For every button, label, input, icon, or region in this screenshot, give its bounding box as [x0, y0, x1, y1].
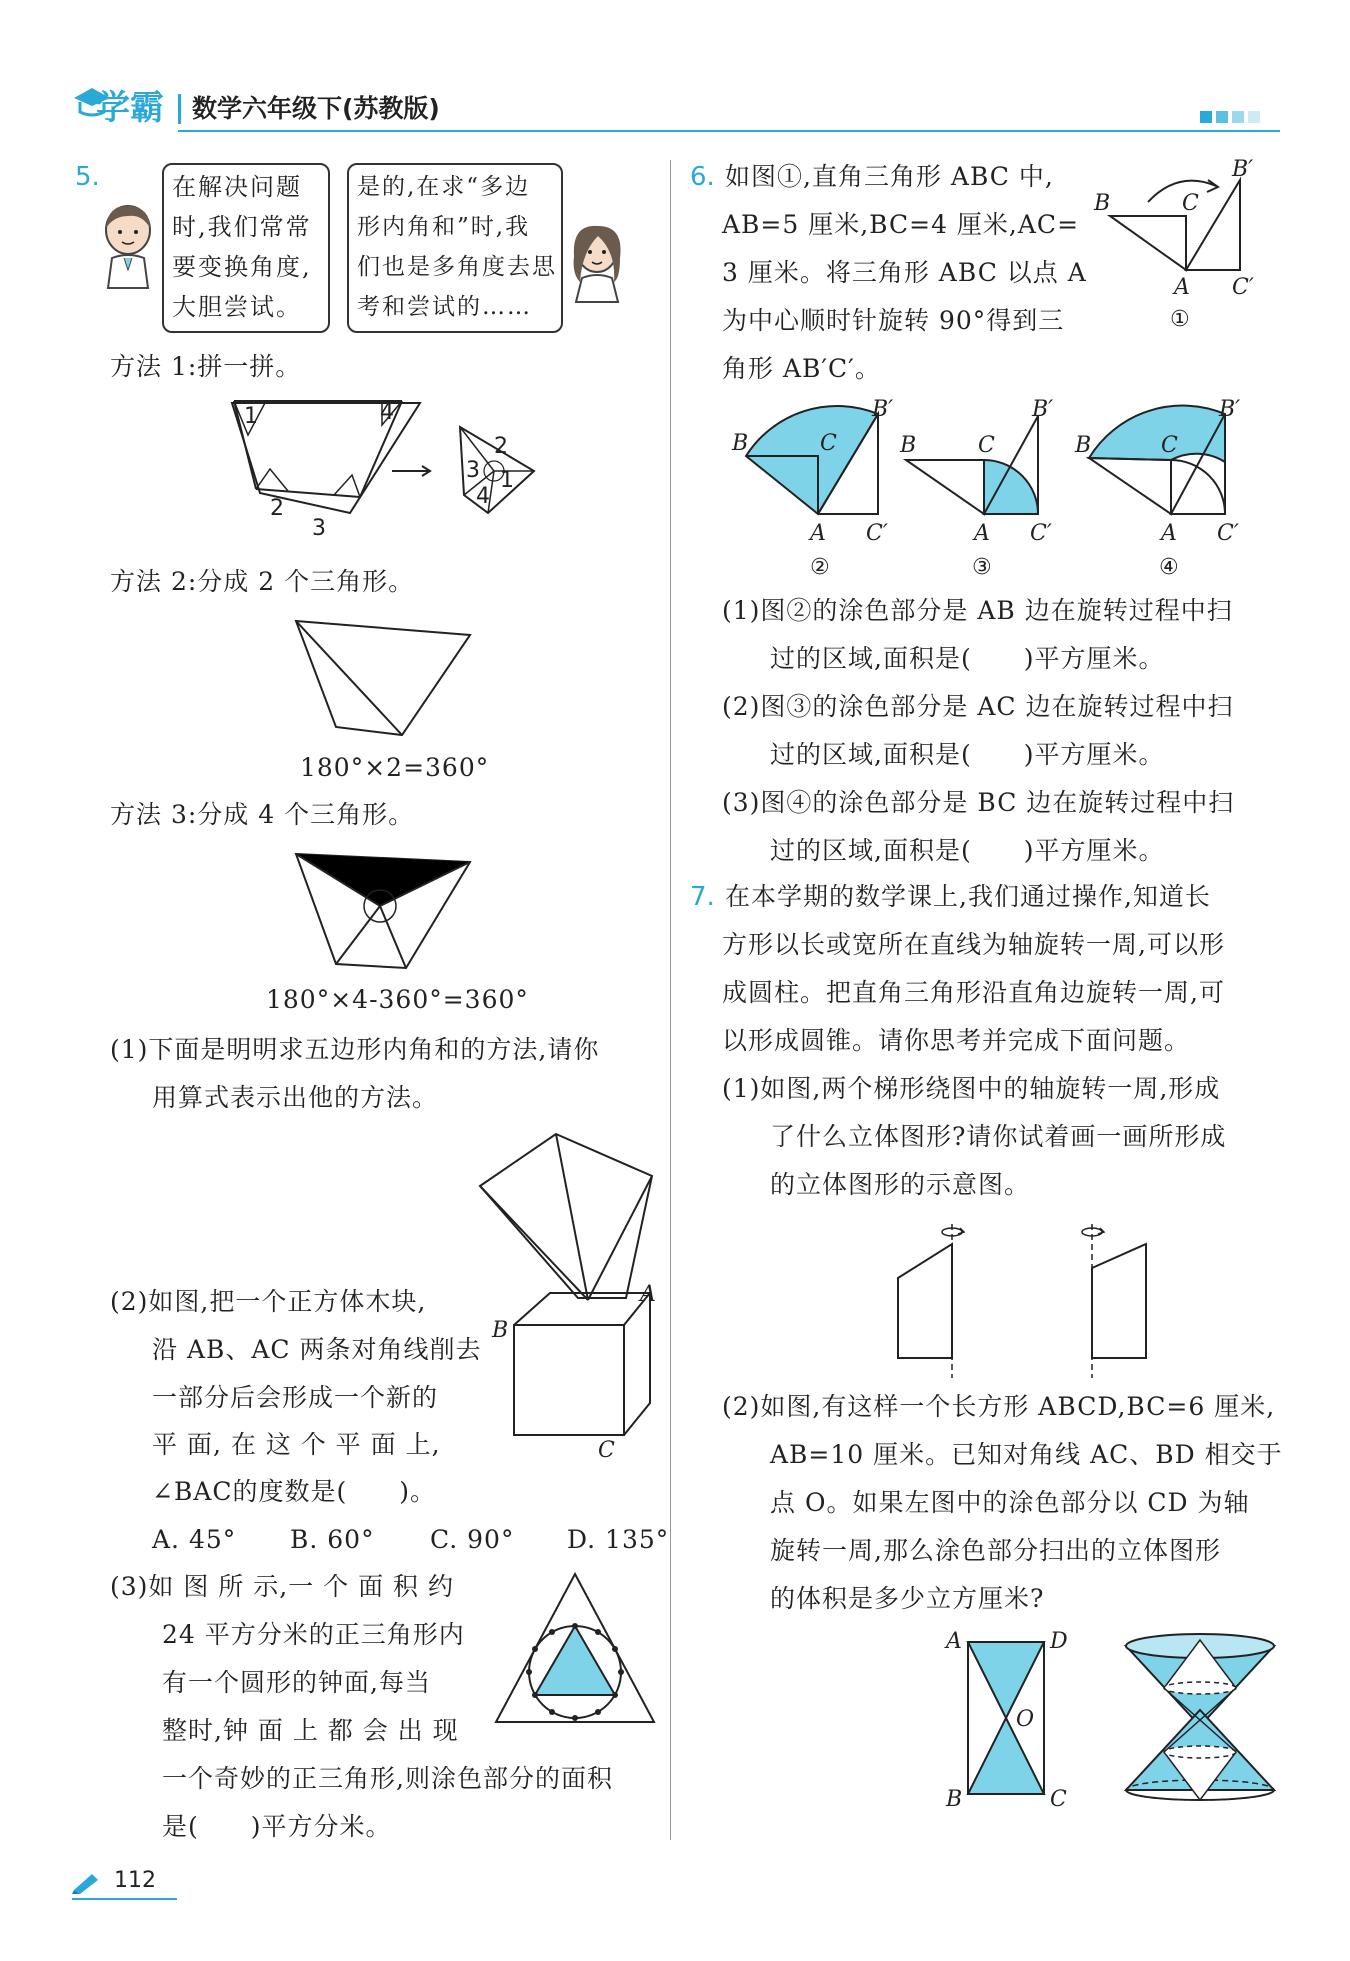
triangle-clock-figure	[490, 1570, 660, 1730]
fig1-angle-3: 3	[312, 516, 326, 541]
cube-label-a: A	[640, 1282, 656, 1307]
q7-intro-line: 成圆柱。把直角三角形沿直角边旋转一周,可	[722, 978, 1225, 1007]
option-c: C. 90°	[430, 1525, 515, 1554]
q6-intro-line: 3 厘米。将三角形 ABC 以点 A	[722, 258, 1087, 287]
fig4-label-a: A	[1161, 521, 1177, 546]
question-7-number: 7.	[690, 882, 715, 912]
fig3-label-c2: C′	[1030, 521, 1052, 546]
fig4-label-b: B	[1075, 433, 1092, 458]
fig4-label-c2: C′	[1217, 521, 1239, 546]
page-header	[70, 82, 1280, 134]
q7-sub2-line: 的体积是多少立方厘米?	[770, 1584, 1045, 1613]
q6-sub1-line: (1)图②的涂色部分是 AB 边在旋转过程中扫	[722, 596, 1233, 625]
fig4-label-b2: B′	[1219, 397, 1241, 422]
cube-label-b: B	[492, 1318, 509, 1343]
rectangle-abcd-figure	[940, 1628, 1080, 1812]
fig1-angle-1: 1	[244, 404, 258, 429]
method-1-label: 方法 1:拼一拼。	[110, 352, 302, 381]
rotation-figure-3	[900, 397, 1070, 582]
bubble-left-line: 时,我们常常	[172, 213, 312, 241]
fig3-label-c: C	[978, 433, 995, 458]
q5-sub3-line: (3)如 图 所 示,一 个 面 积 约	[110, 1572, 454, 1601]
question-6-number: 6.	[690, 162, 715, 192]
header-rule	[178, 130, 1280, 132]
fig1b-angle-4: 4	[476, 484, 490, 509]
q5-sub3-line: 有一个圆形的钟面,每当	[162, 1668, 431, 1697]
fig4-number: ④	[1159, 555, 1179, 580]
rotation-figure-4	[1075, 397, 1255, 582]
option-b: B. 60°	[290, 1525, 375, 1554]
q7-sub2-line: 点 O。如果左图中的涂色部分以 CD 为轴	[770, 1488, 1250, 1517]
method-1-figure	[230, 395, 550, 545]
q5-sub2-line: 一部分后会形成一个新的	[152, 1383, 439, 1412]
q5-sub1-line: (1)下面是明明求五边形内角和的方法,请你	[110, 1035, 600, 1064]
q6-sub3-line: (3)图④的涂色部分是 BC 边在旋转过程中扫	[722, 788, 1235, 817]
column-divider	[670, 160, 671, 1840]
method-3-figure	[290, 848, 480, 973]
book-title: 数学六年级下(苏教版)	[192, 94, 440, 123]
fig1-angle-2: 2	[270, 496, 284, 521]
method-2-label: 方法 2:分成 2 个三角形。	[110, 567, 415, 596]
fig2-number: ②	[810, 555, 830, 580]
q5-sub3-line: 整时,钟 面 上 都 会 出 现	[162, 1716, 459, 1745]
bubble-left-line: 要变换角度,	[172, 253, 312, 281]
fig2-label-b: B	[732, 431, 749, 456]
q6-intro-line: 角形 AB′C′。	[722, 354, 881, 383]
girl-avatar	[568, 222, 626, 302]
bubble-left-line: 大胆尝试。	[172, 293, 302, 321]
fig1b-angle-1: 1	[500, 468, 514, 493]
header-divider	[178, 94, 181, 124]
fig3-number: ③	[972, 555, 992, 580]
fig1b-angle-2: 2	[494, 434, 508, 459]
revolution-solid-figure	[1120, 1630, 1280, 1800]
fig3-label-b2: B′	[1032, 397, 1054, 422]
q5-sub3-line: 一个奇妙的正三角形,则涂色部分的面积	[162, 1764, 613, 1793]
footer-rule	[72, 1898, 177, 1900]
q5-sub2-line: 沿 AB、AC 两条对角线削去	[152, 1335, 482, 1364]
cube-label-c: C	[598, 1438, 615, 1463]
bubble-right-line: 们也是多角度去思	[357, 254, 557, 280]
q6-intro-line: 为中心顺时针旋转 90°得到三	[722, 306, 1065, 335]
brand-title: 学霸	[96, 88, 164, 128]
pentagon-figure	[476, 1130, 661, 1305]
speech-bubble-right	[347, 163, 563, 333]
q6-sub2-line: 过的区域,面积是( )平方厘米。	[770, 740, 1165, 769]
q6-sub3-line: 过的区域,面积是( )平方厘米。	[770, 836, 1165, 865]
method-2-formula: 180°×2=360°	[300, 753, 490, 782]
fig1-label-a: A	[1174, 275, 1190, 300]
fig3-label-b: B	[900, 433, 917, 458]
bubble-right-line: 形内角和”时,我	[357, 214, 531, 240]
fig3-label-a: A	[974, 521, 990, 546]
rect-label-c: C	[1050, 1787, 1067, 1812]
fig1-label-c: C	[1182, 191, 1199, 216]
trapezoid-left-figure	[890, 1218, 970, 1378]
fig2-label-c2: C′	[866, 521, 888, 546]
method-2-figure	[290, 615, 480, 740]
q7-sub1-line: 的立体图形的示意图。	[770, 1170, 1031, 1199]
fig1b-angle-3: 3	[466, 458, 480, 483]
fig1-angle-4: 4	[380, 400, 394, 425]
rect-label-a: A	[946, 1629, 962, 1654]
q7-sub2-line: 旋转一周,那么涂色部分扫出的立体图形	[770, 1536, 1221, 1565]
fig1-label-c2: C′	[1232, 275, 1254, 300]
q7-sub1-line: (1)如图,两个梯形绕图中的轴旋转一周,形成	[722, 1074, 1221, 1103]
method-3-formula: 180°×4-360°=360°	[266, 985, 529, 1014]
fig2-label-b2: B′	[872, 397, 894, 422]
rotation-figure-2	[730, 397, 895, 582]
rect-label-b: B	[946, 1787, 963, 1812]
q5-sub2-line: ∠BAC的度数是( )。	[152, 1477, 437, 1506]
q7-intro-line: 在本学期的数学课上,我们通过操作,知道长	[725, 882, 1211, 911]
q6-intro-line: 如图①,直角三角形 ABC 中,	[725, 162, 1054, 191]
q6-sub1-line: 过的区域,面积是( )平方厘米。	[770, 644, 1165, 673]
option-a: A. 45°	[152, 1525, 237, 1554]
rect-label-d: D	[1050, 1629, 1068, 1654]
bubble-right-line: 考和尝试的……	[357, 294, 532, 320]
speech-bubble-left	[162, 163, 330, 333]
q7-sub1-line: 了什么立体图形?请你试着画一画所形成	[770, 1122, 1227, 1151]
fig1-number: ①	[1170, 307, 1190, 332]
page-footer	[72, 1866, 182, 1906]
question-5-number: 5.	[75, 162, 100, 192]
rotation-figure-1	[1090, 157, 1270, 335]
q7-sub2-line: AB=10 厘米。已知对角线 AC、BD 相交于	[770, 1440, 1283, 1469]
q5-sub1-line: 用算式表示出他的方法。	[152, 1083, 439, 1112]
q7-intro-line: 以形成圆锥。请你思考并完成下面问题。	[722, 1026, 1191, 1055]
q5-sub2-line: (2)如图,把一个正方体木块,	[110, 1287, 427, 1316]
boy-avatar	[98, 200, 158, 290]
q5-sub3-line: 24 平方分米的正三角形内	[162, 1620, 465, 1649]
trapezoid-right-figure	[1082, 1218, 1162, 1378]
q6-intro-line: AB=5 厘米,BC=4 厘米,AC=	[722, 210, 1080, 239]
page-number: 112	[114, 1868, 156, 1893]
fig2-label-a: A	[810, 521, 826, 546]
fig1-label-b: B	[1094, 191, 1111, 216]
q5-sub2-line: 平 面, 在 这 个 平 面 上,	[152, 1430, 441, 1459]
rect-label-o: O	[1016, 1707, 1035, 1732]
header-marks	[1200, 108, 1260, 127]
bubble-left-line: 在解决问题	[172, 173, 302, 201]
fig2-label-c: C	[820, 431, 837, 456]
q7-intro-line: 方形以长或宽所在直线为轴旋转一周,可以形	[722, 930, 1225, 959]
method-3-label: 方法 3:分成 4 个三角形。	[110, 800, 415, 829]
q6-sub2-line: (2)图③的涂色部分是 AC 边在旋转过程中扫	[722, 692, 1234, 721]
option-d: D. 135°	[567, 1525, 670, 1554]
q7-sub2-line: (2)如图,有这样一个长方形 ABCD,BC=6 厘米,	[722, 1392, 1276, 1421]
cube-figure	[488, 1282, 663, 1463]
fig4-label-c: C	[1161, 433, 1178, 458]
bubble-right-line: 是的,在求“多边	[357, 174, 531, 200]
pencil-icon	[72, 1870, 102, 1894]
fig1-label-b2: B′	[1232, 157, 1254, 182]
q5-sub3-line: 是( )平方分米。	[162, 1812, 392, 1841]
